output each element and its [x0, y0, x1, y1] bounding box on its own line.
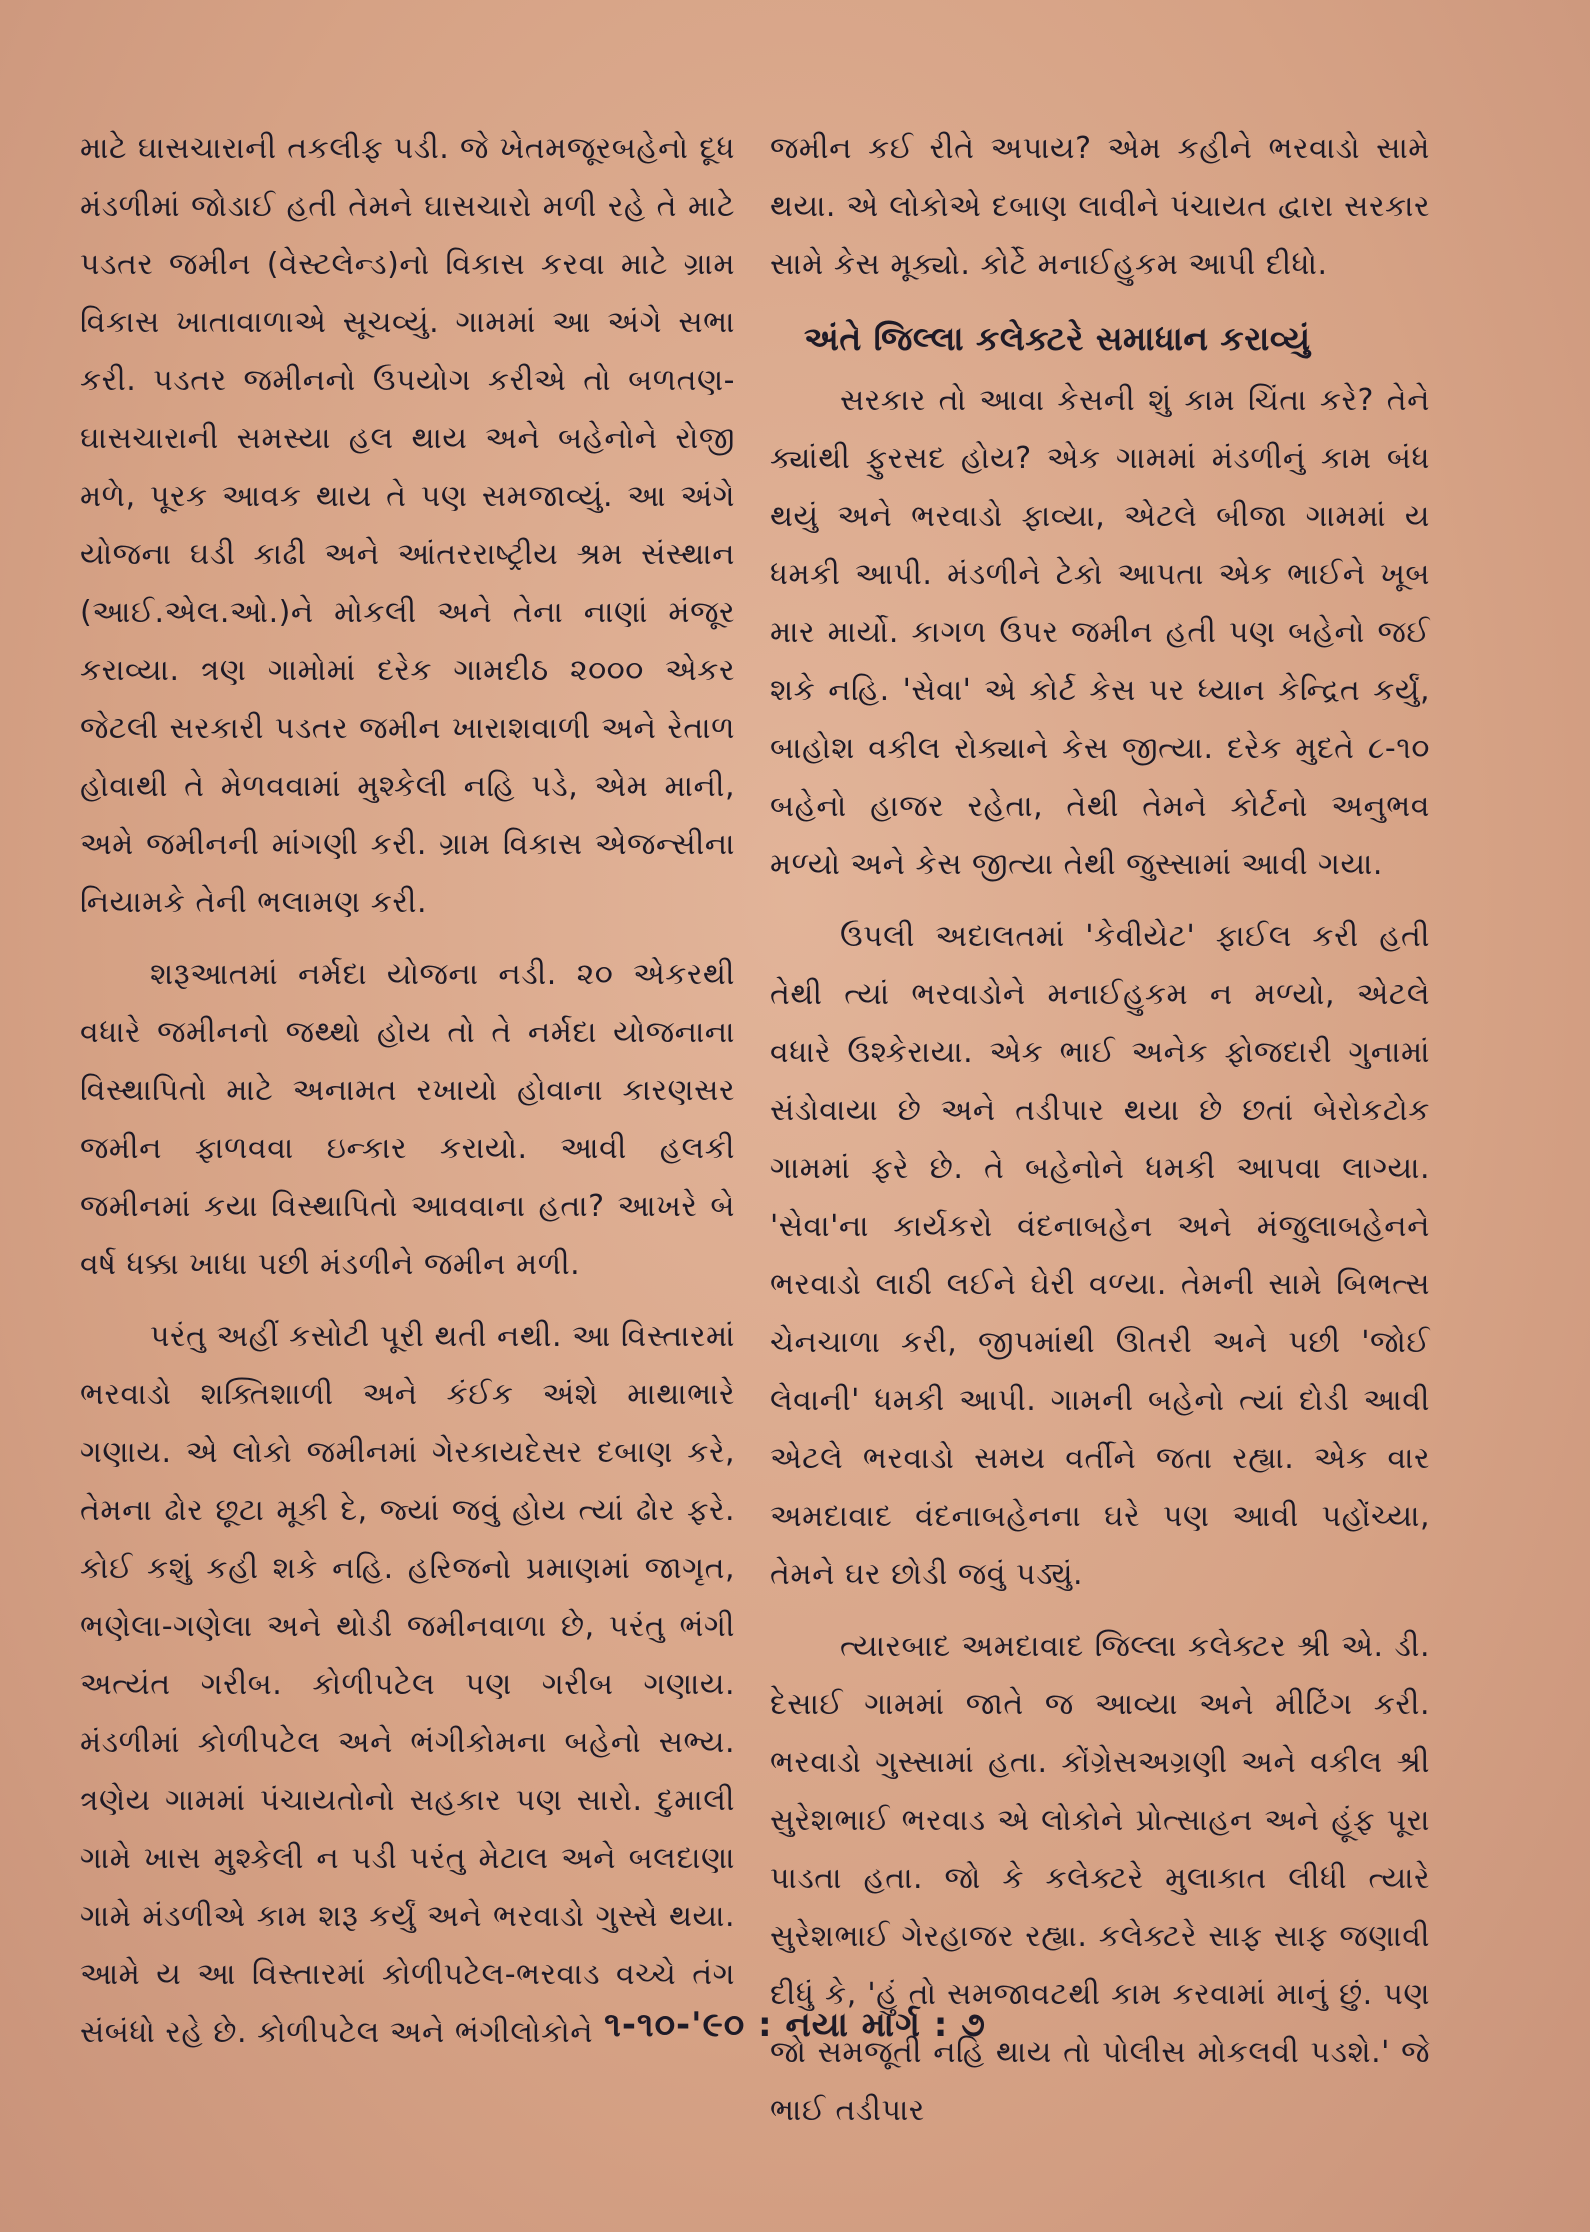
right-paragraph-2: સરકાર તો આવા કેસની શું કામ ચિંતા કરે? તેને ક્યાંથી ફુરસદ હોય? એક ગામમાં મંડળીનું કામ બંધ થયું અને ભરવાડો ફાવ્યા, એટલે બીજા ગામમાં ય ધમકી આપી. મંડળીને ટેકો આપતા એક ભાઈને ખૂબ માર માર્યો. કાગળ ઉપર જમીન હતી પણ બહેનો જઈ શકે નહિ. 'સેવા' એ કોર્ટ કેસ પર ધ્યાન કેન્દ્રિત કર્યું, બાહોશ વકીલ રોક્યાને કેસ જીત્યા. દરેક મુદતે ૮-૧૦ બહેનો હાજર રહેતા, તેથી તેમને કોર્ટનો અનુભવ મળ્યો અને કેસ જીત્યા તેથી જુસ્સામાં આવી ગયા. [770, 383, 1430, 882]
right-paragraph-1: જમીન કઈ રીતે અપાય? એમ કહીને ભરવાડો સામે થયા. એ લોકોએ દબાણ લાવીને પંચાયત દ્વારા સરકાર સામે કેસ મૂક્યો. કોર્ટે મનાઈહુકમ આપી દીધો. [770, 131, 1430, 282]
section-heading: અંતે જિલ્લા કલેક્ટરે સમાધાન કરાવ્યું [804, 319, 1311, 358]
left-paragraph-3: પરંતુ અહીં કસોટી પૂરી થતી નથી. આ વિસ્તારમાં ભરવાડો શક્તિશાળી અને કંઈક અંશે માથાભારે ગણાય. એ લોકો જમીનમાં ગેરકાયદેસર દબાણ કરે, તેમના ઢોર છૂટા મૂકી દે, જ્યાં જવું હોય ત્યાં ઢોર ફરે. કોઈ કશું કહી શકે નહિ. હરિજનો પ્રમાણમાં જાગૃત, ભણેલા-ગણેલા અને થોડી જમીનવાળા છે, પરંતુ ભંગી અત્યંત ગરીબ. કોળીપટેલ પણ ગરીબ ગણાય. મંડળીમાં કોળીપટેલ અને ભંગીકોમના બહેનો સભ્ય. ત્રણેય ગામમાં પંચાયતોનો સહકાર પણ સારો. દુમાલી ગામે ખાસ મુશ્કેલી ન પડી પરંતુ મેટાલ અને બલદાણા ગામે મંડળીએ કામ શરૂ કર્યું અને ભરવાડો ગુસ્સે થયા. આમે ય આ વિસ્તારમાં કોળીપટેલ-ભરવાડ વચ્ચે તંગ સંબંધો રહે છે. કોળીપટેલ અને ભંગીલોકોને [80, 1319, 735, 2050]
right-column [770, 120, 1430, 2154]
left-paragraph-1: માટે ઘાસચારાની તકલીફ પડી. જે ખેતમજૂરબહેનો દૂધ મંડળીમાં જોડાઈ હતી તેમને ઘાસચારો મળી રહે તે માટે પડતર જમીન (વેસ્ટલેન્ડ)નો વિકાસ કરવા માટે ગ્રામ વિકાસ ખાતાવાળાએ સૂચવ્યું. ગામમાં આ અંગે સભા કરી. પડતર જમીનનો ઉપયોગ કરીએ તો બળતણ-ઘાસચારાની સમસ્યા હલ થાય અને બહેનોને રોજી મળે, પૂરક આવક થાય તે પણ સમજાવ્યું. આ અંગે યોજના ઘડી કાઢી અને આંતરરાષ્ટ્રીય શ્રમ સંસ્થાન (આઈ.એલ.ઓ.)ને મોકલી અને તેના નાણાં મંજૂર કરાવ્યા. ત્રણ ગામોમાં દરેક ગામદીઠ ૨૦૦૦ એકર જેટલી સરકારી પડતર જમીન ખારાશવાળી અને રેતાળ હોવાથી તે મેળવવામાં મુશ્કેલી નહિ પડે, એમ માની, અમે જમીનની માંગણી કરી. ગ્રામ વિકાસ એજન્સીના નિયામકે તેની ભલામણ કરી. [80, 131, 735, 920]
left-paragraph-2: શરૂઆતમાં નર્મદા યોજના નડી. ૨૦ એકરથી વધારે જમીનનો જથ્થો હોય તો તે નર્મદા યોજનાના વિસ્થાપિતો માટે અનામત રખાયો હોવાના કારણસર જમીન ફાળવવા ઇન્કાર કરાયો. આવી હલકી જમીનમાં કયા વિસ્થાપિતો આવવાના હતા? આખરે બે વર્ષ ધક્કા ખાધા પછી મંડળીને જમીન મળી. [80, 957, 735, 1282]
right-paragraph-3: ઉપલી અદાલતમાં 'કેવીયેટ' ફાઈલ કરી હતી તેથી ત્યાં ભરવાડોને મનાઈહુકમ ન મળ્યો, એટલે વધારે ઉશ્કેરાયા. એક ભાઈ અનેક ફોજદારી ગુનામાં સંડોવાયા છે અને તડીપાર થયા છે છતાં બેરોકટોક ગામમાં ફરે છે. તે બહેનોને ધમકી આપવા લાગ્યા. 'સેવા'ના કાર્યકરો વંદનાબહેન અને મંજુલાબહેનને ભરવાડો લાઠી લઈને ઘેરી વળ્યા. તેમની સામે બિભત્સ ચેનચાળા કરી, જીપમાંથી ઊતરી અને પછી 'જોઈ લેવાની' ધમકી આપી. ગામની બહેનો ત્યાં દોડી આવી એટલે ભરવાડો સમય વર્તીને જતા રહ્યા. એક વાર અમદાવાદ વંદનાબહેનના ઘરે પણ આવી પહોંચ્યા, તેમને ઘર છોડી જવું પડ્યું. [770, 919, 1430, 1592]
page-footer: ૧-૧૦-'૯૦ : નયા માર્ગ : ૭ [604, 2005, 986, 2045]
left-column [80, 120, 735, 2076]
right-paragraph-4: ત્યારબાદ અમદાવાદ જિલ્લા કલેક્ટર શ્રી એ. ડી. દેસાઈ ગામમાં જાતે જ આવ્યા અને મીટિંગ કરી. ભરવાડો ગુસ્સામાં હતા. કોંગ્રેસઅગ્રણી અને વકીલ શ્રી સુરેશભાઈ ભરવાડ એ લોકોને પ્રોત્સાહન અને હૂંફ પૂરા પાડતા હતા. જો કે કલેક્ટરે મુલાકાત લીધી ત્યારે સુરેશભાઈ ગેરહાજર રહ્યા. કલેક્ટરે સાફ સાફ જણાવી દીધું કે, 'હું તો સમજાવટથી કામ કરવામાં માનું છું. પણ જો સમજૂતી નહિ થાય તો પોલીસ મોકલવી પડશે.' જે ભાઈ તડીપાર [770, 1629, 1430, 2128]
